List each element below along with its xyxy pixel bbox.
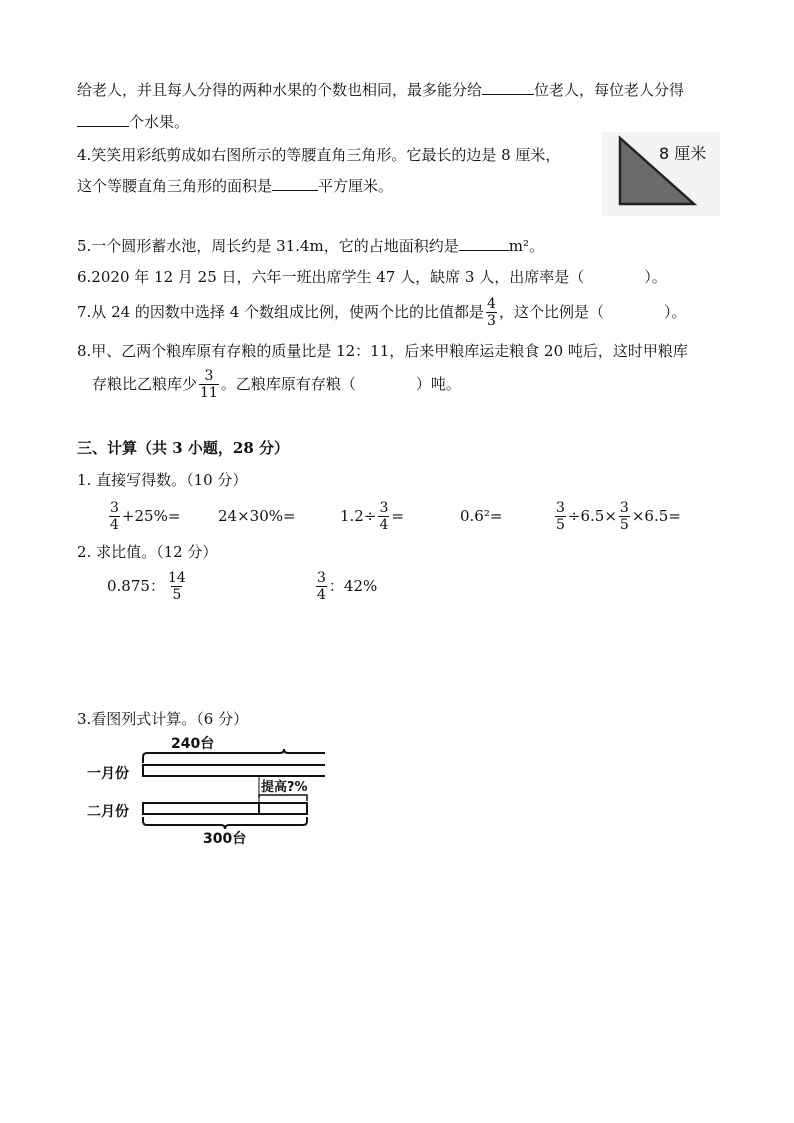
answer-blank[interactable] <box>459 236 509 251</box>
q3-line1: 给老人，并且每人分得的两种水果的个数也相同，最多能分给 位老人，每位老人分得 <box>77 81 685 99</box>
q5: 5.一个圆形蓄水池，周长约是 31.4m，它的占地面积约是 m²。 <box>77 237 544 255</box>
label-february: 二月份 <box>87 804 129 820</box>
fraction: $\frac{14}{5}$ <box>167 569 186 603</box>
fraction: $\frac{4}{3}$ <box>487 295 496 329</box>
fraction: $\frac{3}{4}$ <box>317 569 326 603</box>
c3-title: 3.看图列式计算。（6 分） <box>77 710 249 728</box>
q7: 7.从 24 的因数中选择 4 个数组成比例，使两个比的比值都是 $\frac{4}{3}$ ，这个比例是（ ）。 <box>77 295 687 329</box>
fraction: $\frac{3}{11}$ <box>200 367 218 401</box>
answer-blank[interactable] <box>272 176 318 191</box>
ratio-1: 0.875： $\frac{14}{5}$ <box>107 569 186 603</box>
answer-blank[interactable] <box>77 112 129 127</box>
label-300: 300台 <box>203 831 247 847</box>
expr-1: $\frac{3}{4}$ +25%= <box>110 499 181 533</box>
expr-3: 1.2÷ $\frac{3}{4}$ = <box>340 499 404 533</box>
label-january: 一月份 <box>87 766 129 782</box>
c2-title: 2. 求比值。（12 分） <box>77 543 218 561</box>
q4-line1: 4.笑笑用彩纸剪成如右图所示的等腰直角三角形。它最长的边是 8 厘米， <box>77 146 561 164</box>
q4-line2: 这个等腰直角三角形的面积是 平方厘米。 <box>77 177 394 195</box>
q6: 6.2020 年 12 月 25 日，六年一班出席学生 47 人，缺席 3 人，出席率是（ ）。 <box>77 268 667 286</box>
fraction: $\frac{3}{5}$ <box>619 499 629 533</box>
c1-title: 1. 直接写得数。（10 分） <box>77 471 248 489</box>
answer-blank[interactable] <box>482 80 534 95</box>
fraction: $\frac{3}{5}$ <box>556 499 565 533</box>
fraction: $\frac{3}{4}$ <box>110 499 119 533</box>
expr-5: $\frac{3}{5}$ ÷6.5× $\frac{3}{5}$ ×6.5= <box>556 499 681 533</box>
ratio-2: $\frac{3}{4}$ ：42% <box>317 569 378 603</box>
expr-2: 24×30%= <box>218 507 296 525</box>
figure-label: 8 厘米 <box>659 144 707 163</box>
triangle-figure <box>602 132 720 216</box>
label-240: 240台 <box>171 736 215 752</box>
q3-line2: 个水果。 <box>77 111 189 133</box>
q8-line1: 8.甲、乙两个粮库原有存粮的质量比是 12：11，后来甲粮库运走粮食 20 吨后，这时甲粮库 <box>77 342 688 360</box>
label-increase: 提高?% <box>261 780 308 795</box>
section-title: 三、计算（共 3 小题，28 分） <box>77 439 289 457</box>
expr-4: 0.6²= <box>460 507 503 525</box>
q8-line2: 存粮比乙粮库少 $\frac{3}{11}$ 。乙粮库原有存粮（ ）吨。 <box>92 367 461 401</box>
bar-diagram <box>85 735 325 847</box>
fraction: $\frac{3}{4}$ <box>379 499 389 533</box>
